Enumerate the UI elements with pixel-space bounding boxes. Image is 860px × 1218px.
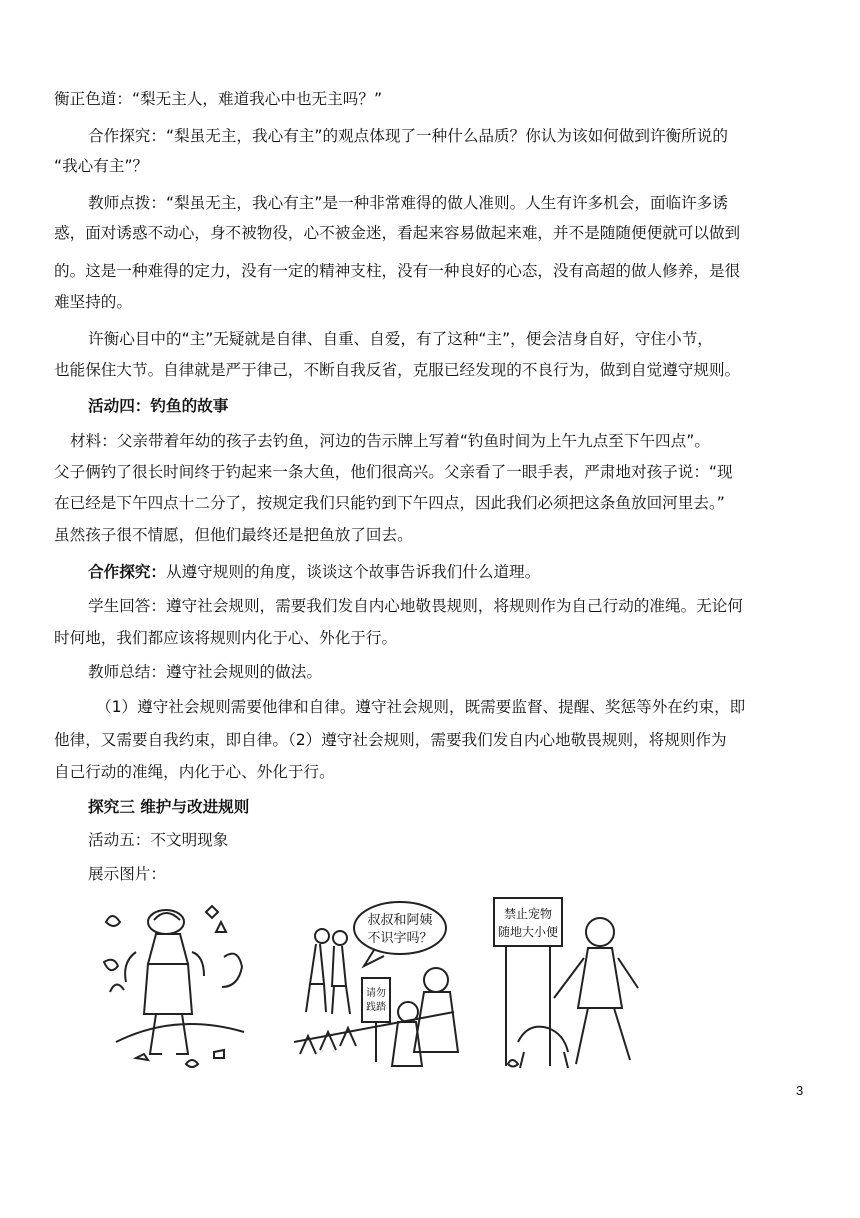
paragraph-line: 自己行动的准绳，内化于心、外化于行。 [54, 763, 335, 781]
cartoon-dog-image [488, 892, 658, 1080]
paragraph-line: 惑，面对诱惑不动心，身不被物役，心不被金迷，看起来容易做起来难，并不是随随便便就可以做到 [54, 224, 741, 242]
section-heading: 探究三 维护与改进规则 [88, 798, 250, 816]
paragraph-line: 也能保住大节。自律就是严于律己，不断自我反省，克服已经发现的不良行为，做到自觉遵守规则。 [54, 361, 741, 379]
paragraph-line: 展示图片： [88, 865, 166, 883]
paragraph-line [88, 562, 540, 582]
paragraph-line: “我心有主”？ [54, 157, 149, 175]
coop-label: 合作探究： [88, 563, 166, 581]
paragraph-line: 合作探究：“梨虽无主，我心有主”的观点体现了一种什么品质？你认为该如何做到许衡所说的 [88, 127, 728, 145]
speech-bubble-line-1: 叔叔和阿姨 [367, 913, 433, 928]
coop-text: 从遵守规则的角度，谈谈这个故事告诉我们什么道理。 [165, 563, 541, 581]
sign-text-line-1: 禁止宠物 [503, 907, 553, 921]
paragraph-line: 衡正色道：“梨无主人，难道我心中也无主吗？” [54, 90, 383, 108]
sign-text-line-2: 随地大小便 [497, 925, 559, 939]
paragraph-line: 活动五：不文明现象 [88, 831, 229, 849]
paragraph-line: 材料：父亲带着年幼的孩子去钓鱼，河边的告示牌上写着“钓鱼时间为上午九点至下午四点”。 [70, 432, 710, 450]
paragraph-line: 父子俩钓了很长时间终于钓起来一条大鱼，他们很高兴。父亲看了一眼手表，严肃地对孩子说：“现 [54, 463, 733, 481]
paragraph-line: （1）遵守社会规则需要他律和自律。遵守社会规则，既需要监督、提醒、奖惩等外在约束，即 [96, 698, 746, 716]
activity-heading: 活动四：钓鱼的故事 [88, 397, 229, 415]
sign-text-line-1: 请勿 [366, 988, 386, 999]
paragraph-line: 教师点拨：“梨虽无主，我心有主”是一种非常难得的做人准则。人生有许多机会，面临许多诱 [88, 194, 728, 212]
paragraph-line: 虽然孩子很不情愿，但他们最终还是把鱼放了回去。 [54, 526, 413, 544]
paragraph-line: 学生回答：遵守社会规则，需要我们发自内心地敬畏规则，将规则作为自己行动的准绳。无论何 [88, 597, 743, 615]
speech-bubble-line-2: 不识字吗？ [367, 931, 433, 946]
paragraph-line: 难坚持的。 [54, 293, 132, 311]
paragraph-line: 在已经是下午四点十二分了，按规定我们只能钓到下午四点，因此我们必须把这条鱼放回河里去。” [54, 494, 725, 512]
paragraph-line: 教师总结：遵守社会规则的做法。 [88, 663, 322, 681]
paragraph-line: 的。这是一种难得的定力，没有一定的精神支柱，没有一种良好的心态，没有高超的做人修养，是很 [54, 262, 741, 280]
cartoon-grass-image [290, 892, 460, 1080]
sign-text-line-2: 践踏 [366, 1002, 386, 1013]
paragraph-line: 他律，又需要自我约束，即自律。（2）遵守社会规则，需要我们发自内心地敬畏规则，将规则作为 [54, 731, 727, 749]
cartoon-litter-image [96, 892, 246, 1080]
paragraph-line: 许衡心目中的“主”无疑就是自律、自重、自爱，有了这种“主”，便会洁身自好，守住小节， [88, 330, 713, 348]
page-number: 3 [796, 1083, 804, 1098]
paragraph-line: 时何地，我们都应该将规则内化于心、外化于行。 [54, 629, 398, 647]
